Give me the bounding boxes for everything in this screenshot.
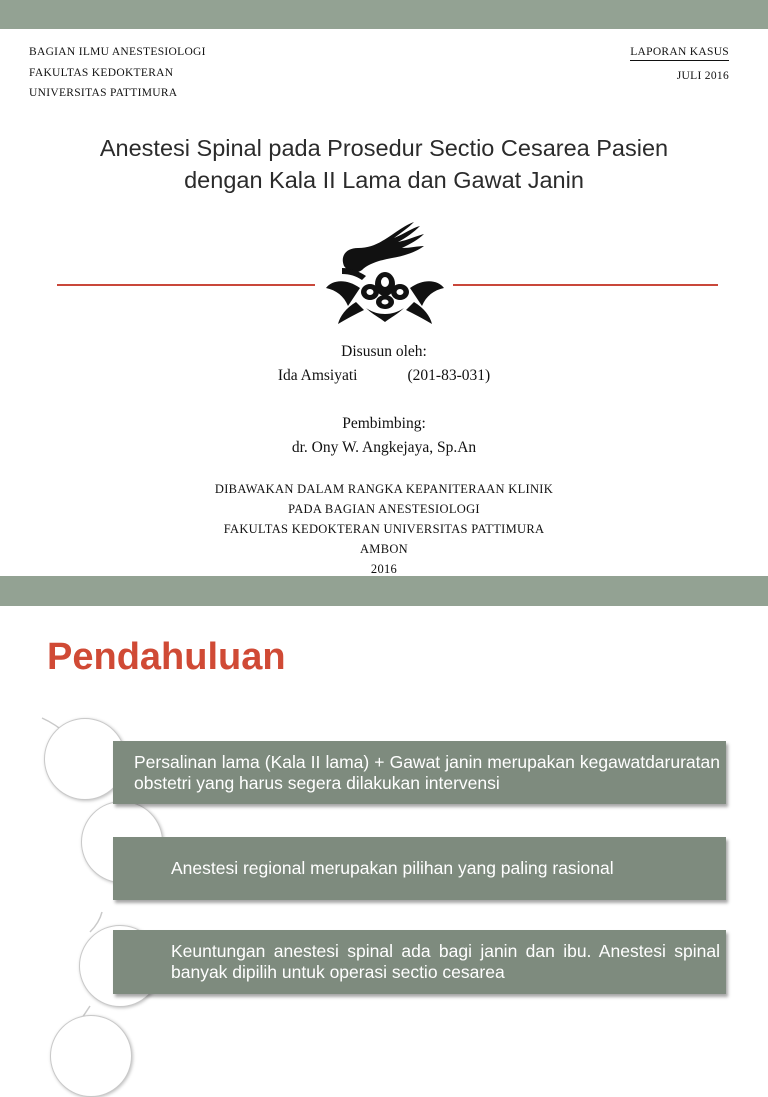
author-id: (201-83-031)	[407, 367, 491, 384]
bottom-band	[0, 576, 768, 606]
right-divider	[453, 284, 718, 286]
info-line-5: 2016	[370, 562, 398, 576]
title-line-2: dengan Kala II Lama dan Gawat Janin	[184, 167, 584, 193]
section-title: Pendahuluan	[47, 636, 286, 678]
header-line-department: BAGIAN ILMU ANESTESIOLOGI	[29, 46, 206, 58]
author-line	[0, 364, 768, 388]
advisor-name: dr. Ony W. Angkejaya, Sp.An	[291, 439, 477, 456]
author-name: Ida Amsiyati	[277, 367, 358, 384]
info-line-3: FAKULTAS KEDOKTERAN UNIVERSITAS PATTIMURA	[223, 522, 545, 536]
header-report-info	[630, 42, 729, 86]
info-line-1: DIBAWAKAN DALAM RANGKA KEPANITERAAN KLINIK	[214, 482, 554, 496]
left-divider	[57, 284, 315, 286]
top-band	[0, 0, 768, 29]
point-text-3: Keuntungan anestesi spinal ada bagi janin dan ibu. Anestesi spinal banyak dipilih untuk operasi sectio cesarea	[171, 941, 720, 982]
report-type: LAPORAN KASUS	[630, 44, 729, 61]
advisor-block	[0, 412, 768, 460]
info-line-2: PADA BAGIAN ANESTESIOLOGI	[288, 502, 480, 516]
header-line-faculty: FAKULTAS KEDOKTERAN	[29, 66, 174, 79]
author-block	[0, 340, 768, 388]
point-box-3	[113, 930, 726, 994]
info-line-4: AMBON	[359, 542, 409, 556]
title-line-1: Anestesi Spinal pada Prosedur Sectio Cesarea Pasien	[99, 135, 669, 161]
point-text-1: Persalinan lama (Kala II lama) + Gawat janin merupakan kegawatdaruratan obstetri yang harus segera dilakukan intervensi	[134, 751, 720, 793]
point-box-1	[113, 741, 726, 804]
report-date: JULI 2016	[676, 69, 729, 82]
bullet-circle-4	[50, 1015, 132, 1097]
point-text-2: Anestesi regional merupakan pilihan yang paling rasional	[171, 858, 614, 878]
header-institution	[29, 42, 206, 104]
point-box-2	[113, 837, 726, 900]
university-emblem-icon	[322, 218, 448, 326]
advisor-label: Pembimbing:	[342, 415, 426, 432]
presentation-info	[0, 479, 768, 579]
slide-title	[0, 132, 768, 196]
author-label: Disusun oleh:	[341, 343, 427, 360]
header-line-university: UNIVERSITAS PATTIMURA	[29, 87, 178, 99]
